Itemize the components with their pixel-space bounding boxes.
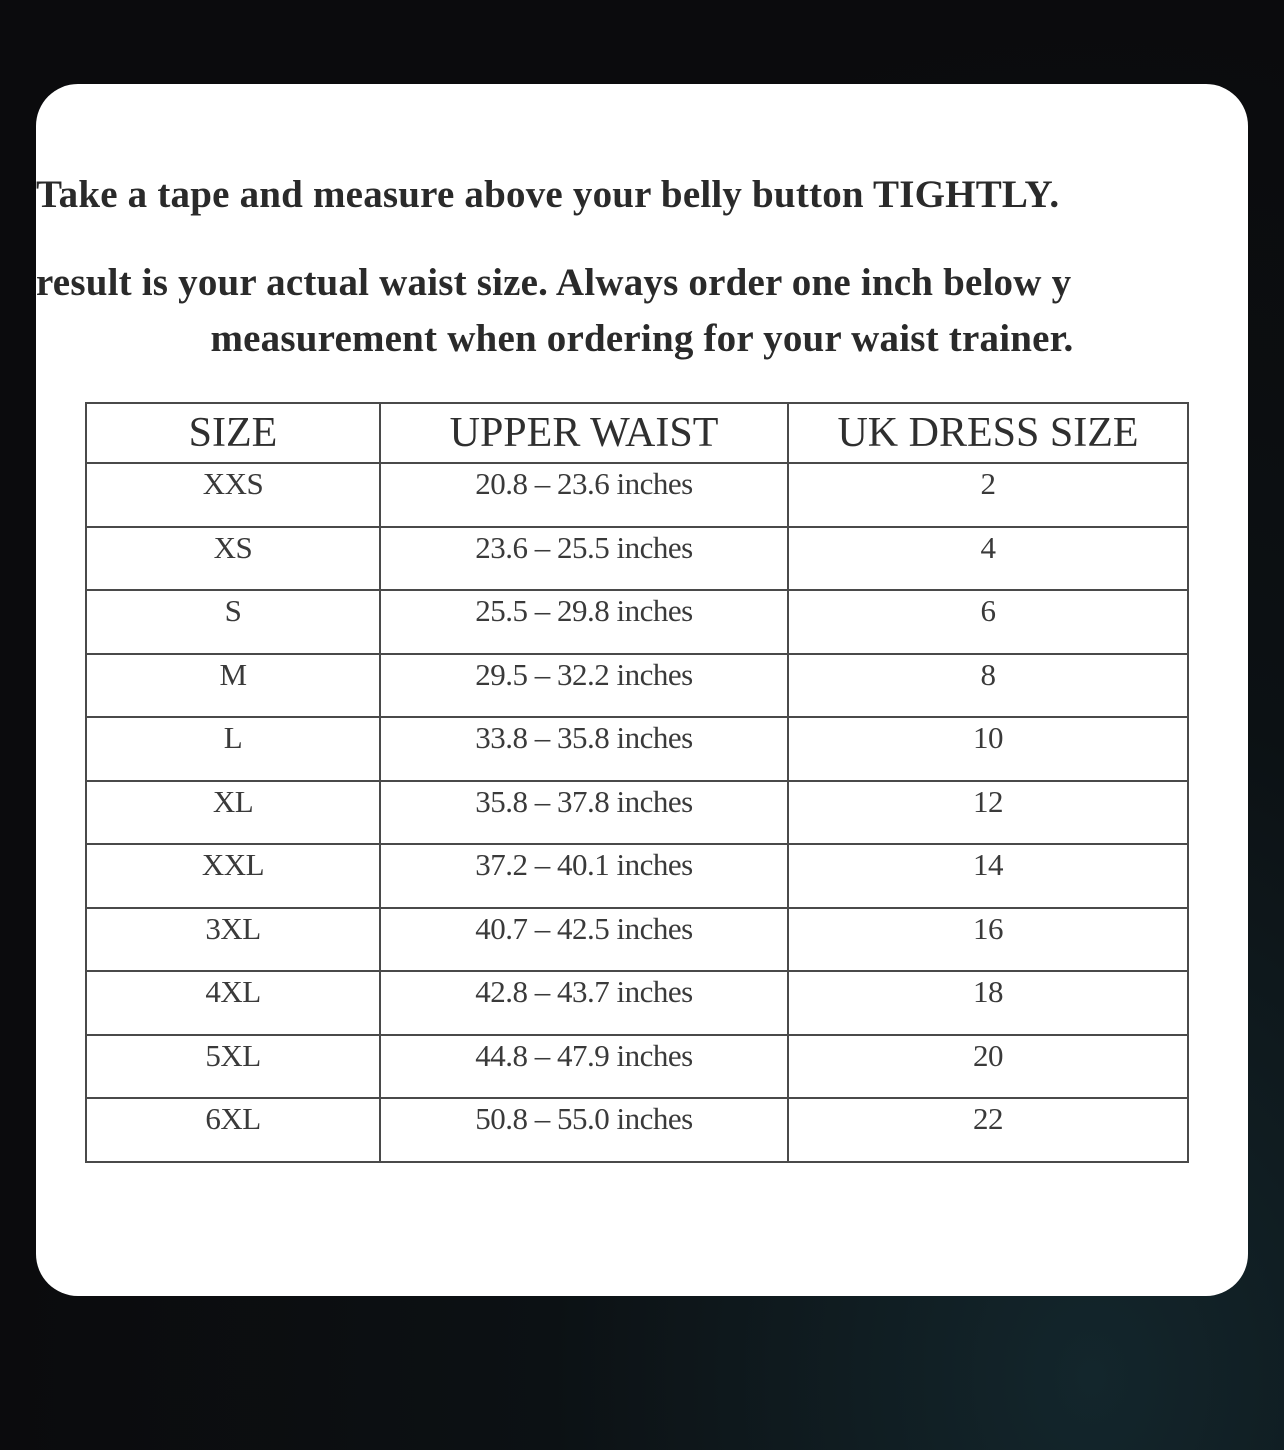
size-cell: 3XL xyxy=(86,908,380,972)
size-cell: 4XL xyxy=(86,971,380,1035)
uk-dress-size-cell: 22 xyxy=(788,1098,1188,1162)
size-cell: XS xyxy=(86,527,380,591)
table-row xyxy=(86,654,1188,718)
uk-dress-size-cell: 20 xyxy=(788,1035,1188,1099)
size-cell: XXL xyxy=(86,844,380,908)
size-table xyxy=(85,402,1189,1163)
size-cell: M xyxy=(86,654,380,718)
upper-waist-cell: 40.7 – 42.5 inches xyxy=(380,908,788,972)
table-row xyxy=(86,527,1188,591)
upper-waist-cell: 25.5 – 29.8 inches xyxy=(380,590,788,654)
uk-dress-size-cell: 12 xyxy=(788,781,1188,845)
uk-dress-size-cell: 10 xyxy=(788,717,1188,781)
upper-waist-cell: 29.5 – 32.2 inches xyxy=(380,654,788,718)
table-row xyxy=(86,781,1188,845)
size-cell: L xyxy=(86,717,380,781)
size-chart-card xyxy=(36,84,1248,1296)
table-row xyxy=(86,844,1188,908)
table-row xyxy=(86,590,1188,654)
upper-waist-cell: 37.2 – 40.1 inches xyxy=(380,844,788,908)
size-cell: S xyxy=(86,590,380,654)
uk-dress-size-cell: 14 xyxy=(788,844,1188,908)
uk-dress-size-cell: 16 xyxy=(788,908,1188,972)
uk-dress-size-cell: 2 xyxy=(788,463,1188,527)
table-header-row xyxy=(86,403,1188,463)
size-cell: 6XL xyxy=(86,1098,380,1162)
upper-waist-cell: 42.8 – 43.7 inches xyxy=(380,971,788,1035)
header-upper-waist: UPPER WAIST xyxy=(380,403,788,463)
upper-waist-cell: 44.8 – 47.9 inches xyxy=(380,1035,788,1099)
size-cell: 5XL xyxy=(86,1035,380,1099)
instruction-line-2: result is your actual waist size. Always order one inch below y xyxy=(36,261,1072,304)
header-uk-dress-size: UK DRESS SIZE xyxy=(788,403,1188,463)
upper-waist-cell: 23.6 – 25.5 inches xyxy=(380,527,788,591)
size-cell: XXS xyxy=(86,463,380,527)
uk-dress-size-cell: 8 xyxy=(788,654,1188,718)
size-cell: XL xyxy=(86,781,380,845)
table-row xyxy=(86,1035,1188,1099)
uk-dress-size-cell: 6 xyxy=(788,590,1188,654)
instruction-line-3: measurement when ordering for your waist trainer. xyxy=(210,317,1074,360)
header-size: SIZE xyxy=(86,403,380,463)
instruction-line-1: Take a tape and measure above your belly button TIGHTLY. xyxy=(36,173,1060,216)
upper-waist-cell: 35.8 – 37.8 inches xyxy=(380,781,788,845)
uk-dress-size-cell: 18 xyxy=(788,971,1188,1035)
table-row xyxy=(86,971,1188,1035)
upper-waist-cell: 20.8 – 23.6 inches xyxy=(380,463,788,527)
table-row xyxy=(86,463,1188,527)
table-row xyxy=(86,717,1188,781)
table-row xyxy=(86,1098,1188,1162)
uk-dress-size-cell: 4 xyxy=(788,527,1188,591)
upper-waist-cell: 50.8 – 55.0 inches xyxy=(380,1098,788,1162)
upper-waist-cell: 33.8 – 35.8 inches xyxy=(380,717,788,781)
table-row xyxy=(86,908,1188,972)
